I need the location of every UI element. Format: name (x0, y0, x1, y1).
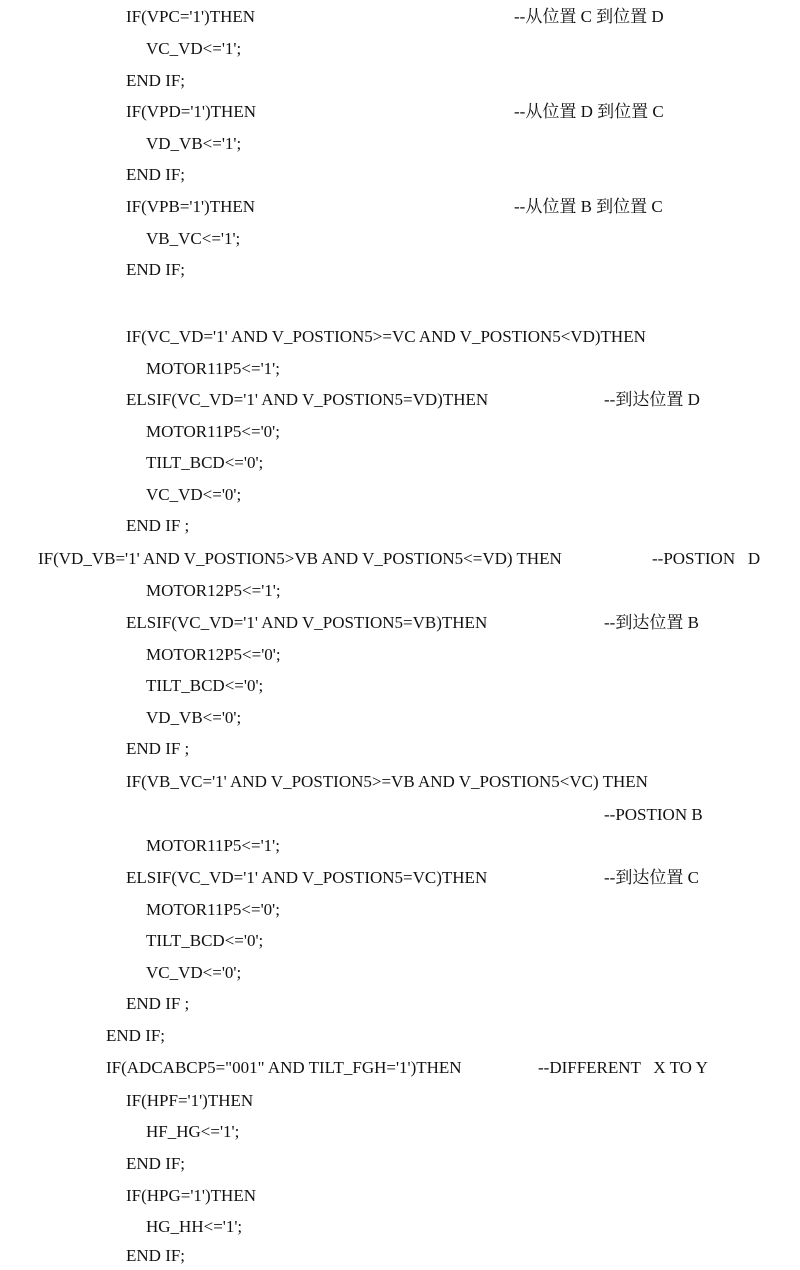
code-line: END IF; (126, 260, 186, 279)
code-comment: --到达位置 B (604, 613, 699, 632)
code-line: MOTOR11P5<='0'; (146, 422, 280, 441)
code-comment: --从位置 D 到位置 C (514, 102, 664, 121)
code-comment: --到达位置 D (604, 390, 700, 409)
code-line: END IF ; (126, 739, 190, 758)
code-line: END IF; (106, 1026, 166, 1045)
code-line: TILT_BCD<='0'; (146, 453, 264, 472)
code-line: IF(VPD='1')THEN (126, 102, 256, 121)
code-line: VC_VD<='0'; (146, 485, 242, 504)
code-line: MOTOR12P5<='1'; (146, 581, 281, 600)
code-line: IF(HPG='1')THEN (126, 1186, 256, 1205)
code-line: VC_VD<='0'; (146, 963, 242, 982)
code-line: MOTOR12P5<='0'; (146, 645, 281, 664)
code-line: HG_HH<='1'; (146, 1217, 243, 1236)
code-line: ELSIF(VC_VD='1' AND V_POSTION5=VC)THEN (126, 868, 488, 887)
code-comment: --到达位置 C (604, 868, 699, 887)
code-line: END IF; (126, 1154, 186, 1173)
code-line: END IF; (126, 165, 186, 184)
code-line: END IF ; (126, 516, 190, 535)
code-comment: --从位置 C 到位置 D (514, 7, 664, 26)
code-line: TILT_BCD<='0'; (146, 931, 264, 950)
code-line: HF_HG<='1'; (146, 1122, 240, 1141)
code-comment: --POSTION B (604, 805, 703, 824)
code-line: VD_VB<='1'; (146, 134, 242, 153)
code-line: IF(VPB='1')THEN (126, 197, 256, 216)
code-line: END IF; (126, 1246, 186, 1265)
code-line: ELSIF(VC_VD='1' AND V_POSTION5=VB)THEN (126, 613, 488, 632)
code-line: TILT_BCD<='0'; (146, 676, 264, 695)
code-line: VC_VD<='1'; (146, 39, 242, 58)
code-line: VB_VC<='1'; (146, 229, 241, 248)
code-line: IF(VD_VB='1' AND V_POSTION5>VB AND V_POSTION5<=VD) THEN (38, 549, 562, 568)
code-line: VD_VB<='0'; (146, 708, 242, 727)
code-line: MOTOR11P5<='1'; (146, 836, 280, 855)
code-line: IF(VPC='1')THEN (126, 7, 256, 26)
code-comment: --DIFFERENT X TO Y (538, 1058, 708, 1077)
code-line: END IF ; (126, 994, 190, 1013)
code-line: MOTOR11P5<='1'; (146, 359, 280, 378)
code-line: MOTOR11P5<='0'; (146, 900, 280, 919)
code-line: IF(VC_VD='1' AND V_POSTION5>=VC AND V_POSTION5<VD)THEN (126, 327, 646, 346)
code-line: ELSIF(VC_VD='1' AND V_POSTION5=VD)THEN (126, 390, 489, 409)
code-line: END IF; (126, 71, 186, 90)
code-comment: --从位置 B 到位置 C (514, 197, 663, 216)
code-comment: --POSTION D (652, 549, 761, 568)
code-line: IF(HPF='1')THEN (126, 1091, 254, 1110)
code-line: IF(VB_VC='1' AND V_POSTION5>=VB AND V_POSTION5<VC) THEN (126, 772, 648, 791)
code-line: IF(ADCABCP5="001" AND TILT_FGH='1')THEN (106, 1058, 462, 1077)
